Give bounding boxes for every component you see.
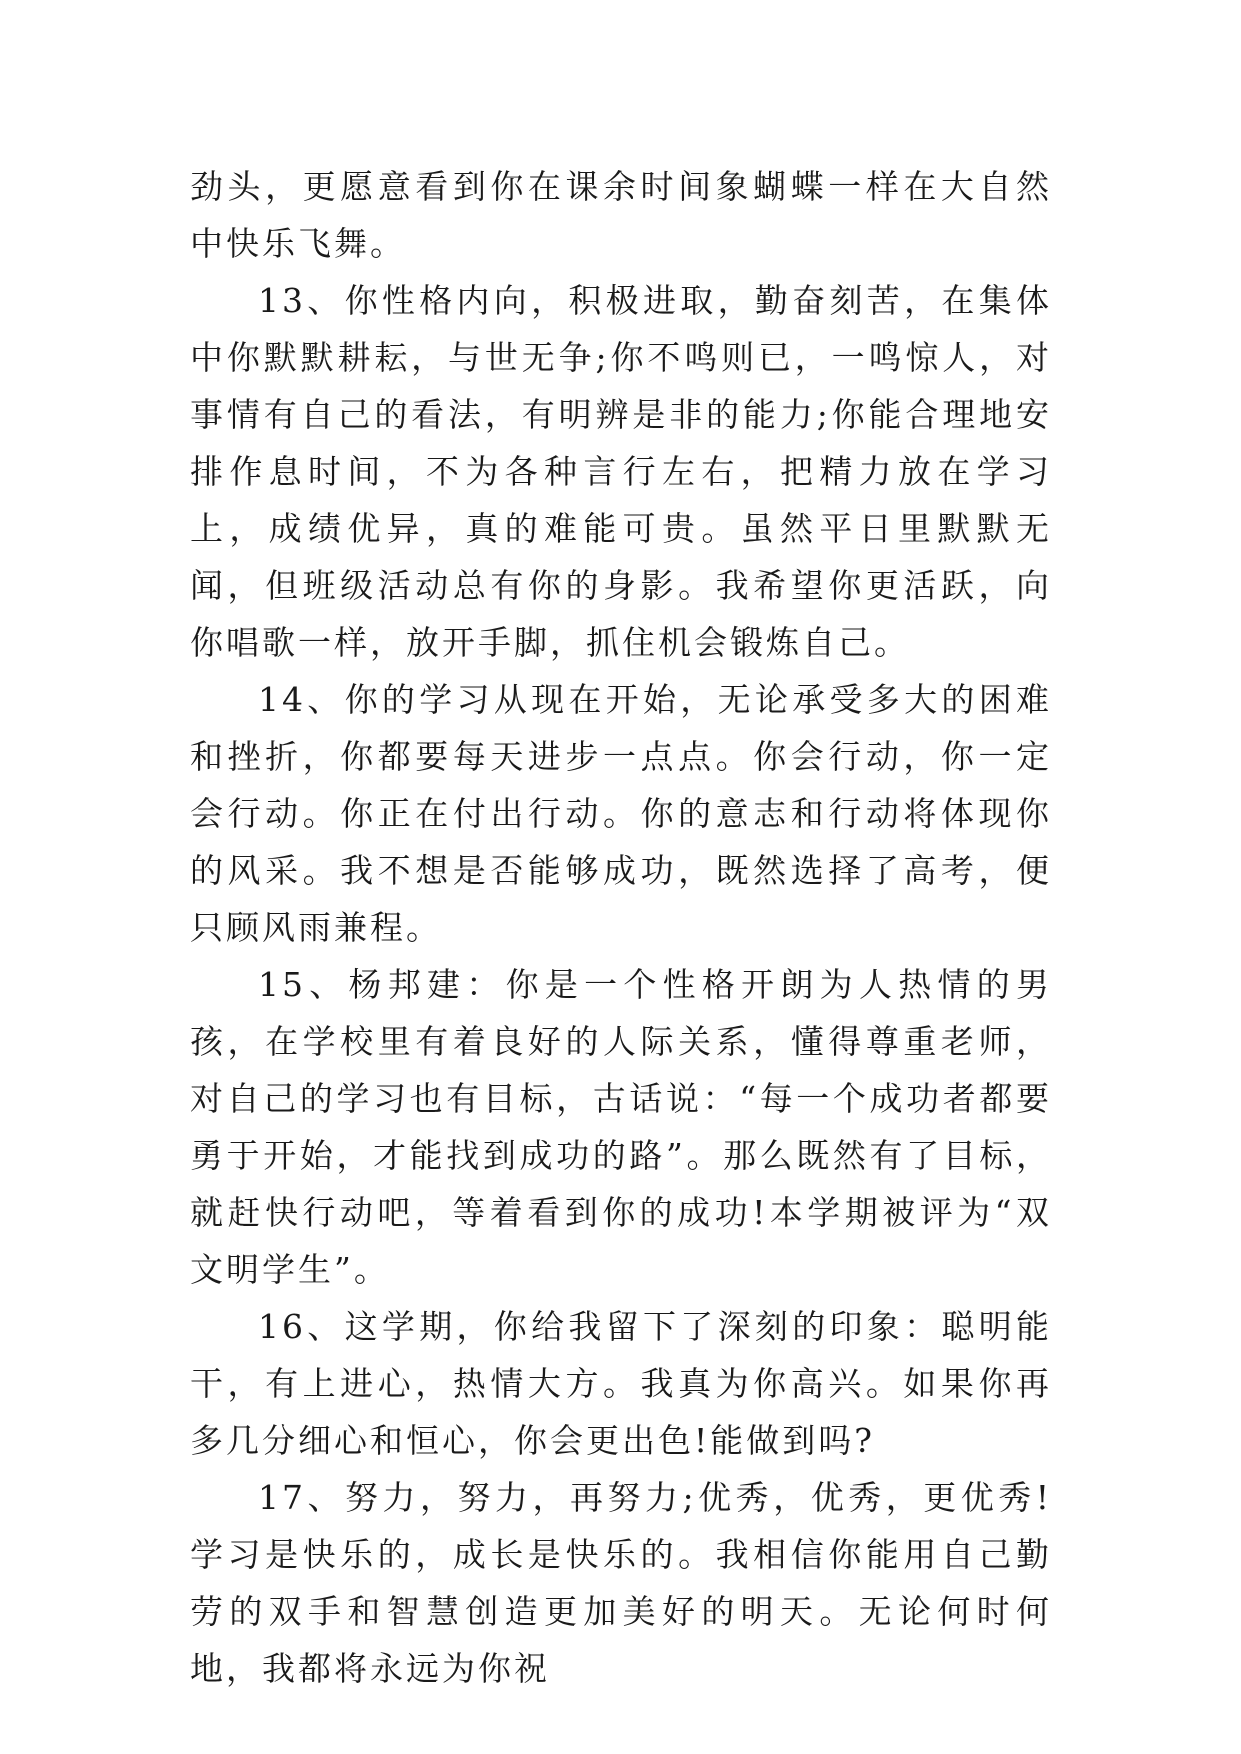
paragraph-continuation: 劲头，更愿意看到你在课余时间象蝴蝶一样在大自然中快乐飞舞。 — [190, 167, 1052, 263]
paragraph-15: 15、杨邦建：你是一个性格开朗为人热情的男孩，在学校里有着良好的人际关系，懂得尊重老师，对自己的学习也有目标，古话说：“每一个成功者都要勇于开始，才能找到成功的路”。那么既然有了目标，就赶快行动吧，等着看到你的成功!本学期被评为“双文明学生”。 — [190, 965, 1052, 1289]
paragraph-16: 16、这学期，你给我留下了深刻的印象：聪明能干，有上进心，热情大方。我真为你高兴。如果你再多几分细心和恒心，你会更出色!能做到吗? — [190, 1307, 1052, 1460]
paragraph-14: 14、你的学习从现在开始，无论承受多大的困难和挫折，你都要每天进步一点点。你会行动，你一定会行动。你正在付出行动。你的意志和行动将体现你的风采。我不想是否能够成功，既然选择了高考，便只顾风雨兼程。 — [190, 680, 1052, 947]
paragraph-13: 13、你性格内向，积极进取，勤奋刻苦，在集体中你默默耕耘，与世无争;你不鸣则已，一鸣惊人，对事情有自己的看法，有明辨是非的能力;你能合理地安排作息时间，不为各种言行左右，把精力放在学习上，成绩优异，真的难能可贵。虽然平日里默默无闻，但班级活动总有你的身影。我希望你更活跃，向你唱歌一样，放开手脚，抓住机会锻炼自己。 — [190, 281, 1052, 662]
document-body — [190, 158, 1052, 1697]
paragraph-17: 17、努力，努力，再努力;优秀，优秀，更优秀!学习是快乐的，成长是快乐的。我相信你能用自己勤劳的双手和智慧创造更加美好的明天。无论何时何地，我都将永远为你祝 — [190, 1478, 1052, 1688]
